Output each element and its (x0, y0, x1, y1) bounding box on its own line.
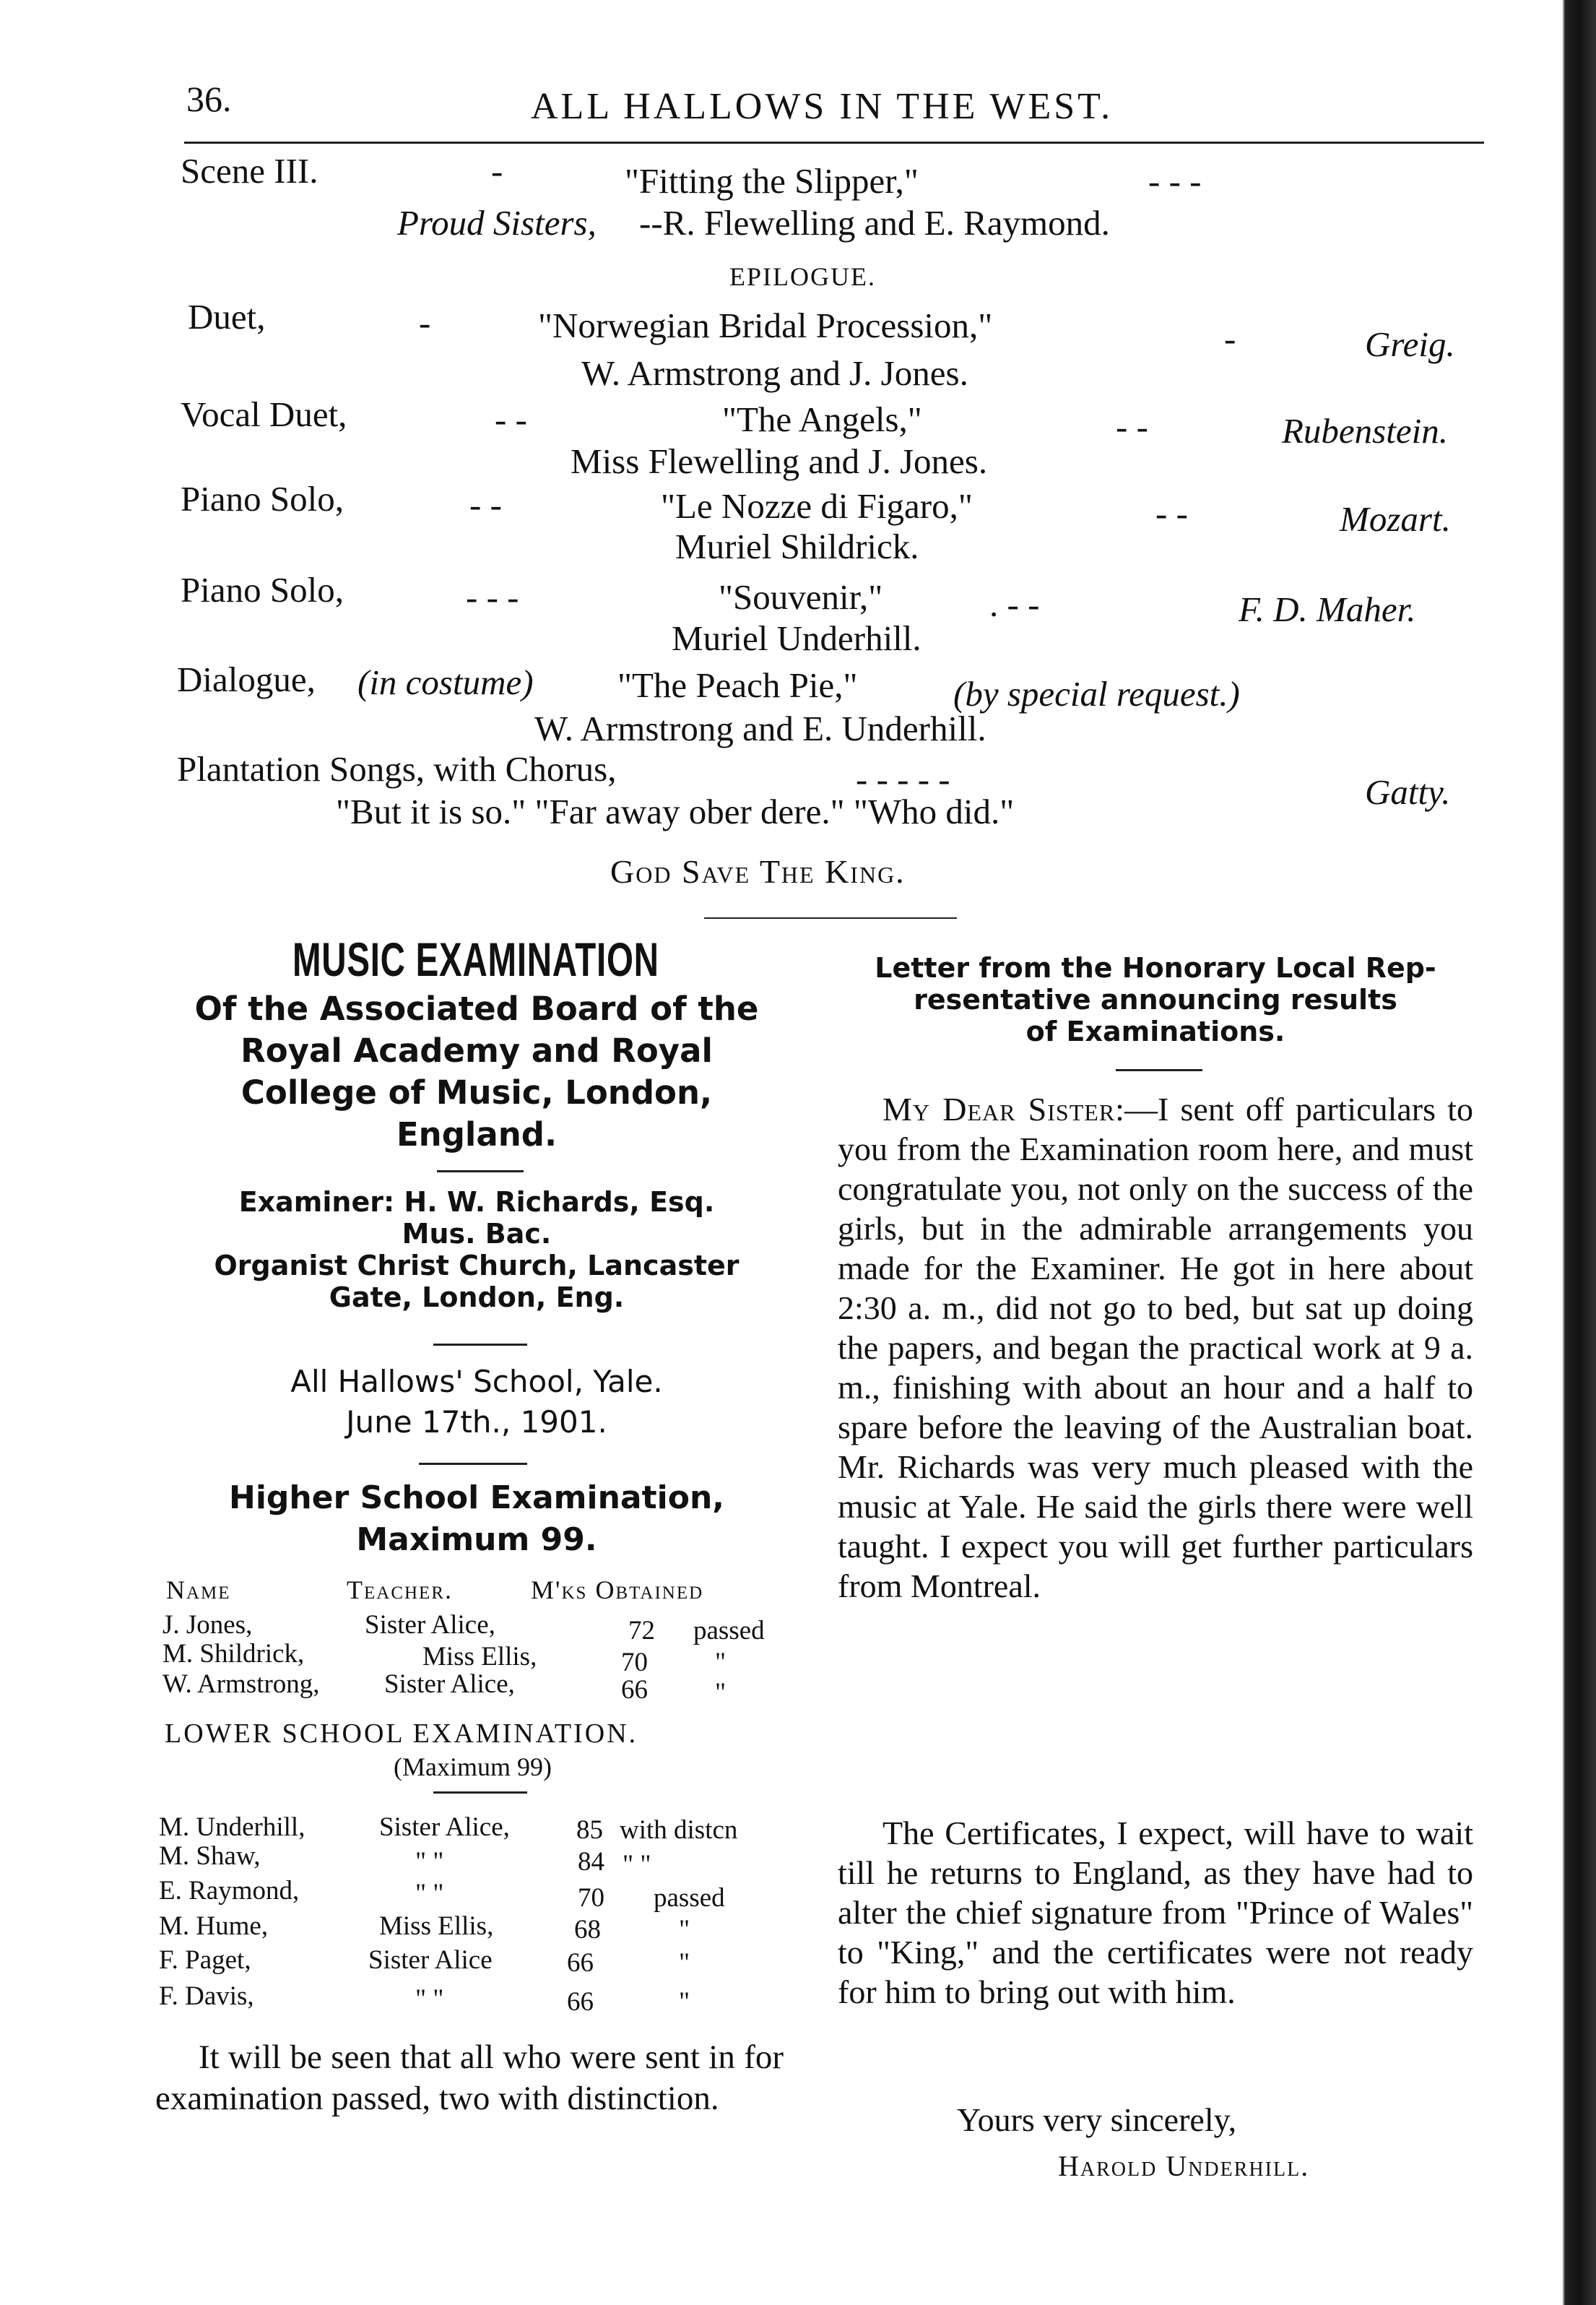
examiner-line: Gate, London, Eng. (329, 1281, 625, 1313)
lower-row-teacher: " " (415, 1847, 444, 1877)
plantation-composer: Gatty. (1365, 772, 1451, 812)
exam-title: MUSIC EXAMINATION (292, 933, 659, 986)
examiner-line: Examiner: H. W. Richards, Esq. (238, 1186, 715, 1218)
col-marks: M'ks Obtained (531, 1575, 704, 1604)
divider (437, 1170, 524, 1172)
scene-dashes: - - - (1148, 161, 1202, 201)
letter-heading-line: resentative announcing results (914, 984, 1397, 1016)
lower-row-teacher: " " (415, 1879, 444, 1908)
item-3-kind: Piano Solo, (181, 479, 344, 519)
god-save-the-king: God Save The King. (610, 853, 906, 890)
letter-closing: Yours very sincerely, (957, 2101, 1237, 2138)
lower-row-marks: 84 (578, 1847, 604, 1877)
lower-row-marks: 66 (567, 1987, 594, 2017)
lower-row-result: passed (654, 1883, 725, 1913)
examiner-line: Mus. Bac. (402, 1218, 552, 1250)
col-name: Name (166, 1575, 231, 1604)
exam-subtitle-line: Royal Academy and Royal (240, 1032, 713, 1070)
item-3-title: "Le Nozze di Figaro," (661, 486, 973, 526)
section-divider (704, 917, 957, 919)
lower-row-name: M. Hume, (159, 1911, 269, 1941)
higher-row-teacher: Sister Alice, (384, 1669, 515, 1699)
higher-row-teacher: Miss Ellis, (422, 1642, 537, 1672)
dialogue-request: (by special request.) (953, 674, 1240, 714)
higher-row-name: M. Shildrick, (162, 1639, 305, 1669)
item-2-composer: Rubenstein. (1282, 411, 1448, 451)
higher-row-result: passed (693, 1616, 765, 1645)
item-4-lead: - - - (466, 577, 519, 617)
examiner-block (152, 1186, 802, 1313)
dialogue-note: (in costume) (357, 662, 534, 702)
plantation-kind: Plantation Songs, with Chorus, (177, 749, 617, 789)
item-4-kind: Piano Solo, (181, 570, 344, 610)
lower-row-marks: 66 (567, 1948, 594, 1978)
lower-row-marks: 70 (578, 1883, 604, 1913)
lower-row-teacher: " " (415, 1984, 444, 2014)
plantation-songs: "But it is so." "Far away ober dere." "Who did." (336, 792, 1015, 831)
item-4-trail: . - - (989, 584, 1040, 624)
scene-cast-role: Proud Sisters, (397, 203, 597, 243)
epilogue-heading: EPILOGUE. (729, 262, 876, 291)
letter-signature: Harold Underhill. (1058, 2150, 1310, 2182)
exam-subtitle (152, 988, 802, 1156)
letter-paragraph-1 (838, 1089, 1473, 1606)
col-teacher: Teacher. (347, 1575, 453, 1604)
higher-row-marks: 70 (621, 1648, 648, 1677)
higher-row-marks: 66 (621, 1675, 648, 1705)
item-1-performers: W. Armstrong and J. Jones. (581, 353, 968, 393)
lower-row-marks: 68 (574, 1915, 601, 1945)
letter-paragraph-1-text: :—I sent off particulars to you from the Examination room here, and must congratulate you, not only on the success of the girls, but in the admirable arrangements you made for the Examiner. He got in here about 2:30 a. m., did not go to bed, but sat up doing the papers, and began the practical work at 9 a. m., finishing with about an hour and a half to spare before the leaving of the Australian boat. Mr. Richards was very much pleased with the music at Yale. He said the girls there were well taught. I expect you will get further particulars from Montreal. (838, 1091, 1473, 1604)
page-number: 36. (186, 79, 232, 119)
item-1-kind: Duet, (188, 297, 266, 337)
exam-subtitle-line: Of the Associated Board of the (194, 990, 759, 1028)
scene-cast-names: --R. Flewelling and E. Raymond. (639, 203, 1110, 243)
lower-row-teacher: Sister Alice, (379, 1812, 510, 1842)
scene-label: Scene III. (181, 151, 318, 191)
lower-row-teacher: Miss Ellis, (379, 1911, 494, 1941)
letter-heading-line: of Examinations. (1025, 1016, 1285, 1047)
divider (419, 1463, 527, 1465)
lower-row-name: F. Paget, (159, 1945, 251, 1975)
lower-row-result: " (679, 1987, 690, 2017)
exam-subtitle-line: College of Music, London, (240, 1073, 713, 1112)
lower-row-result: " (679, 1948, 690, 1978)
lower-maximum: (Maximum 99) (394, 1752, 552, 1781)
scene-dash: - (491, 151, 503, 191)
book-spine-edge (1540, 0, 1596, 2305)
item-3-lead: - - (469, 485, 502, 524)
lower-heading: LOWER SCHOOL EXAMINATION. (165, 1718, 638, 1749)
higher-row-teacher: Sister Alice, (365, 1610, 495, 1640)
lower-row-result: " " (623, 1850, 651, 1880)
lower-row-name: M. Shaw, (159, 1841, 261, 1871)
lower-row-name: F. Davis, (159, 1981, 254, 2011)
lower-row-name: M. Underhill, (159, 1812, 305, 1842)
lower-row-result: " (679, 1915, 690, 1945)
letter-heading-line: Letter from the Honorary Local Rep- (875, 952, 1436, 984)
running-head: ALL HALLOWS IN THE WEST. (531, 86, 1114, 127)
school-line: All Hallows' School, Yale. (290, 1364, 663, 1399)
higher-row-result: " (715, 1648, 727, 1677)
higher-row-marks: 72 (628, 1616, 655, 1645)
school-date-block (152, 1362, 802, 1443)
item-2-trail: - - (1116, 407, 1148, 446)
lower-row-result: with distcn (620, 1815, 738, 1845)
letter-salutation: My Dear Sister (882, 1091, 1116, 1128)
item-4-composer: F. D. Maher. (1239, 589, 1416, 629)
item-3-trail: - - (1155, 493, 1188, 533)
item-3-performers: Muriel Shildrick. (675, 527, 919, 566)
item-4-performers: Muriel Underhill. (672, 618, 921, 658)
item-2-title: "The Angels," (722, 399, 922, 439)
item-1-lead: - (419, 303, 431, 342)
lower-row-name: E. Raymond, (159, 1876, 300, 1906)
item-1-composer: Greig. (1365, 324, 1455, 364)
higher-row-name: W. Armstrong, (162, 1669, 320, 1699)
dialogue-performers: W. Armstrong and E. Underhill. (534, 709, 986, 748)
item-2-kind: Vocal Duet, (181, 394, 347, 434)
lower-row-teacher: Sister Alice (368, 1945, 493, 1975)
higher-heading-line: Higher School Examination, (229, 1479, 724, 1516)
higher-row-name: J. Jones, (162, 1610, 253, 1640)
dialogue-title: "The Peach Pie," (617, 665, 858, 705)
scene-title: "Fitting the Slipper," (625, 161, 919, 201)
lower-row-marks: 85 (576, 1815, 603, 1845)
dialogue-kind: Dialogue, (177, 660, 316, 699)
header-rule (184, 142, 1484, 144)
letter-heading (830, 952, 1480, 1047)
item-3-composer: Mozart. (1340, 499, 1451, 539)
letter-paragraph-2: The Certificates, I expect, will have to wait till he returns to England, as they have had to alter the chief signature from "Prince of Wales" to "King," and the certificates were not ready for him to bring out with him. (838, 1815, 1473, 2010)
higher-heading-line: Maximum 99. (356, 1521, 597, 1558)
exam-conclusion: It will be seen that all who were sent in for examination passed, two with distinction. (155, 2038, 784, 2117)
item-4-title: "Souvenir," (719, 577, 883, 617)
item-1-trail: - (1224, 319, 1236, 358)
item-2-lead: - - (495, 399, 527, 439)
item-1-title: "Norwegian Bridal Procession," (538, 306, 993, 345)
exam-subtitle-line: England. (396, 1115, 558, 1154)
divider (433, 1344, 527, 1346)
plantation-dashes: - - - - - (856, 759, 950, 799)
divider (433, 1791, 527, 1794)
date-line: June 17th., 1901. (346, 1404, 607, 1440)
higher-heading (152, 1477, 802, 1561)
divider (1116, 1069, 1202, 1071)
higher-row-result: " (715, 1678, 727, 1708)
item-2-performers: Miss Flewelling and J. Jones. (571, 441, 988, 481)
examiner-line: Organist Christ Church, Lancaster (214, 1250, 740, 1281)
